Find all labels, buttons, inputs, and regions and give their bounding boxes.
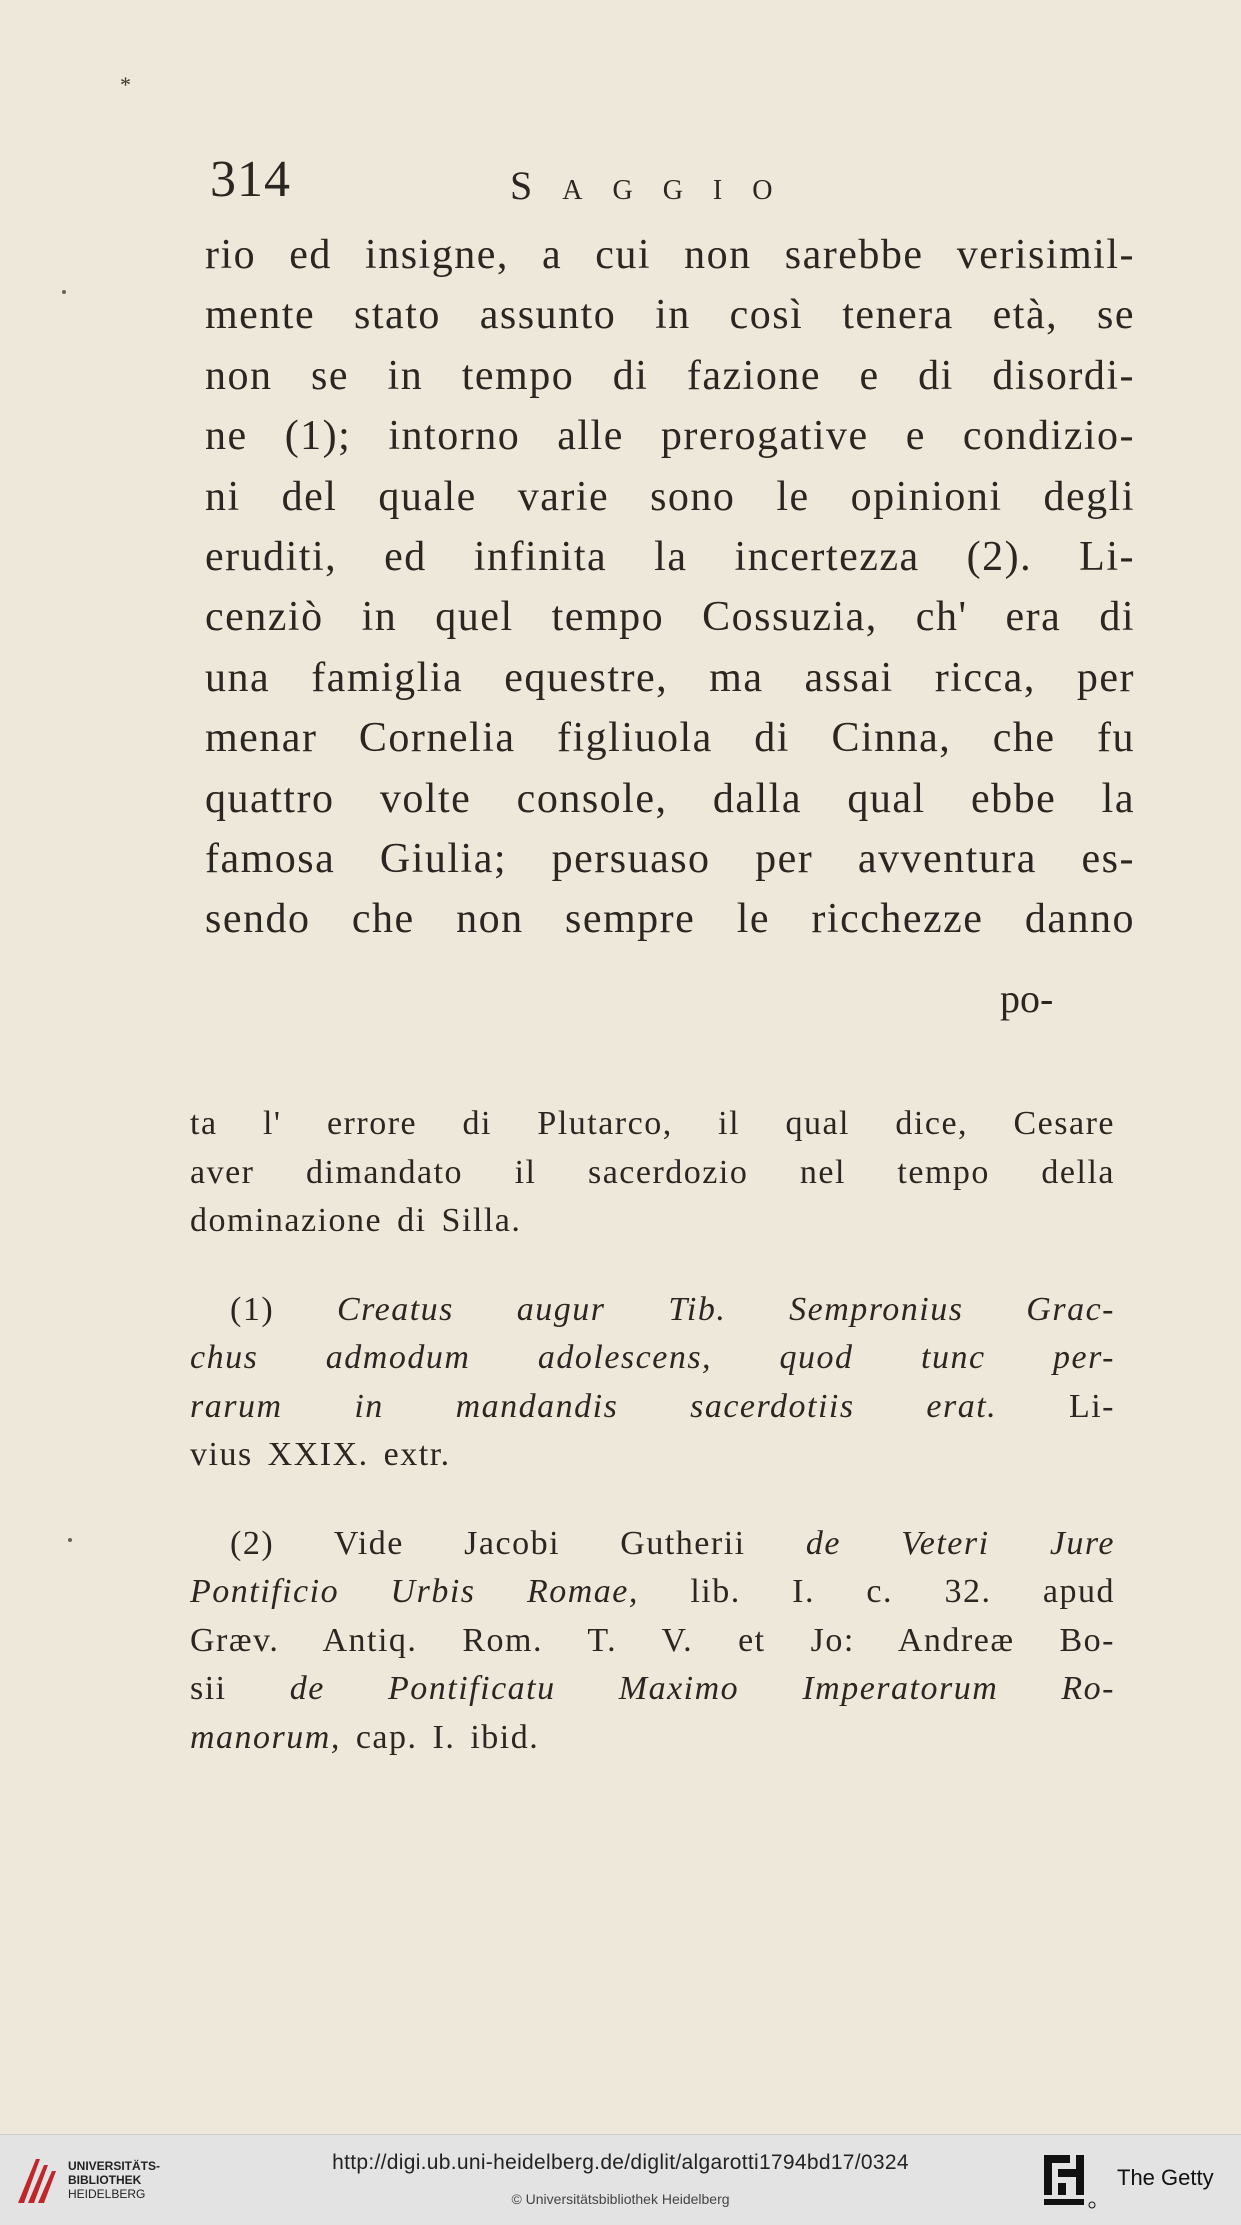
footnote-line: ta l' errore di Plutarco, il qual dice, Cesare (190, 1105, 1115, 1142)
footnote-2-marker: (2) (230, 1524, 275, 1562)
footnote-2-line: Pontificio Urbis Romae, lib. I. c. 32. apud (190, 1573, 1116, 1610)
text-line: famosa Giulia; persuaso per avventura es- (205, 836, 1135, 883)
footnote-2-line: (2) Vide Jacobi Gutherii de Veteri Jure (230, 1524, 1115, 1562)
footnote-1-line: vius XXIX. extr. (190, 1436, 451, 1473)
text-line: mente stato assunto in così tenera età, se (205, 292, 1135, 339)
footnote-1-line: chus admodum adolescens, quod tunc per- (190, 1339, 1115, 1376)
text-line: menar Cornelia figliuola di Cinna, che fu (205, 715, 1135, 762)
stray-dot (62, 290, 66, 294)
permalink-url[interactable]: http://digi.ub.uni-heidelberg.de/diglit/algarotti1794bd17/0324 (332, 2151, 909, 2174)
main-text (205, 225, 1135, 950)
footnote-line: dominazione di Silla. (190, 1202, 522, 1239)
copyright-notice: © Universitätsbibliothek Heidelberg (511, 2191, 730, 2207)
text-line: quattro volte console, dalla qual ebbe la (205, 775, 1135, 822)
footnote-line: aver dimandato il sacerdozio nel tempo della (190, 1153, 1115, 1191)
page-header (210, 150, 1130, 220)
running-head: Saggio (510, 163, 803, 208)
text-line: eruditi, ed infinita la incertezza (2). Li- (205, 534, 1135, 581)
footnote-1-line: rarum in mandandis sacerdotiis erat. Li- (190, 1387, 1116, 1425)
footnotes (190, 1100, 1115, 1762)
footnote-2-line: manorum, cap. I. ibid. (190, 1718, 540, 1756)
viewer-footer (0, 2134, 1241, 2225)
footnote-1-marker: (1) (230, 1290, 275, 1328)
getty-name: The Getty (1117, 2165, 1214, 2190)
footnote-1-line: (1) Creatus augur Tib. Sempronius Grac- (230, 1290, 1115, 1328)
corner-mark: * (120, 72, 131, 97)
text-line: non se in tempo di fazione e di disordi- (205, 352, 1135, 399)
footnote-2-line: Græv. Antiq. Rom. T. V. et Jo: Andreæ Bo- (190, 1621, 1115, 1659)
catchword: po- (1000, 976, 1054, 1021)
getty-logo-icon[interactable] (1042, 2153, 1102, 2211)
text-line: una famiglia equestre, ma assai ricca, per (205, 654, 1135, 701)
stray-dot (68, 1538, 72, 1542)
text-line: sendo che non sempre le ricchezze danno (205, 896, 1135, 943)
library-name: UNIVERSITÄTS- BIBLIOTHEK HEIDELBERG (68, 2159, 161, 2201)
text-line: ni del quale varie sono le opinioni degli (205, 473, 1135, 520)
text-line: ne (1); intorno alle prerogative e condizio- (205, 413, 1135, 460)
text-line: rio ed insigne, a cui non sarebbe verisimil- (205, 232, 1135, 278)
page-number: 314 (210, 151, 291, 208)
footnote-2-line: sii de Pontificatu Maximo Imperatorum Ro- (190, 1670, 1115, 1707)
text-line: cenziò in quel tempo Cossuzia, ch' era di (205, 594, 1135, 641)
